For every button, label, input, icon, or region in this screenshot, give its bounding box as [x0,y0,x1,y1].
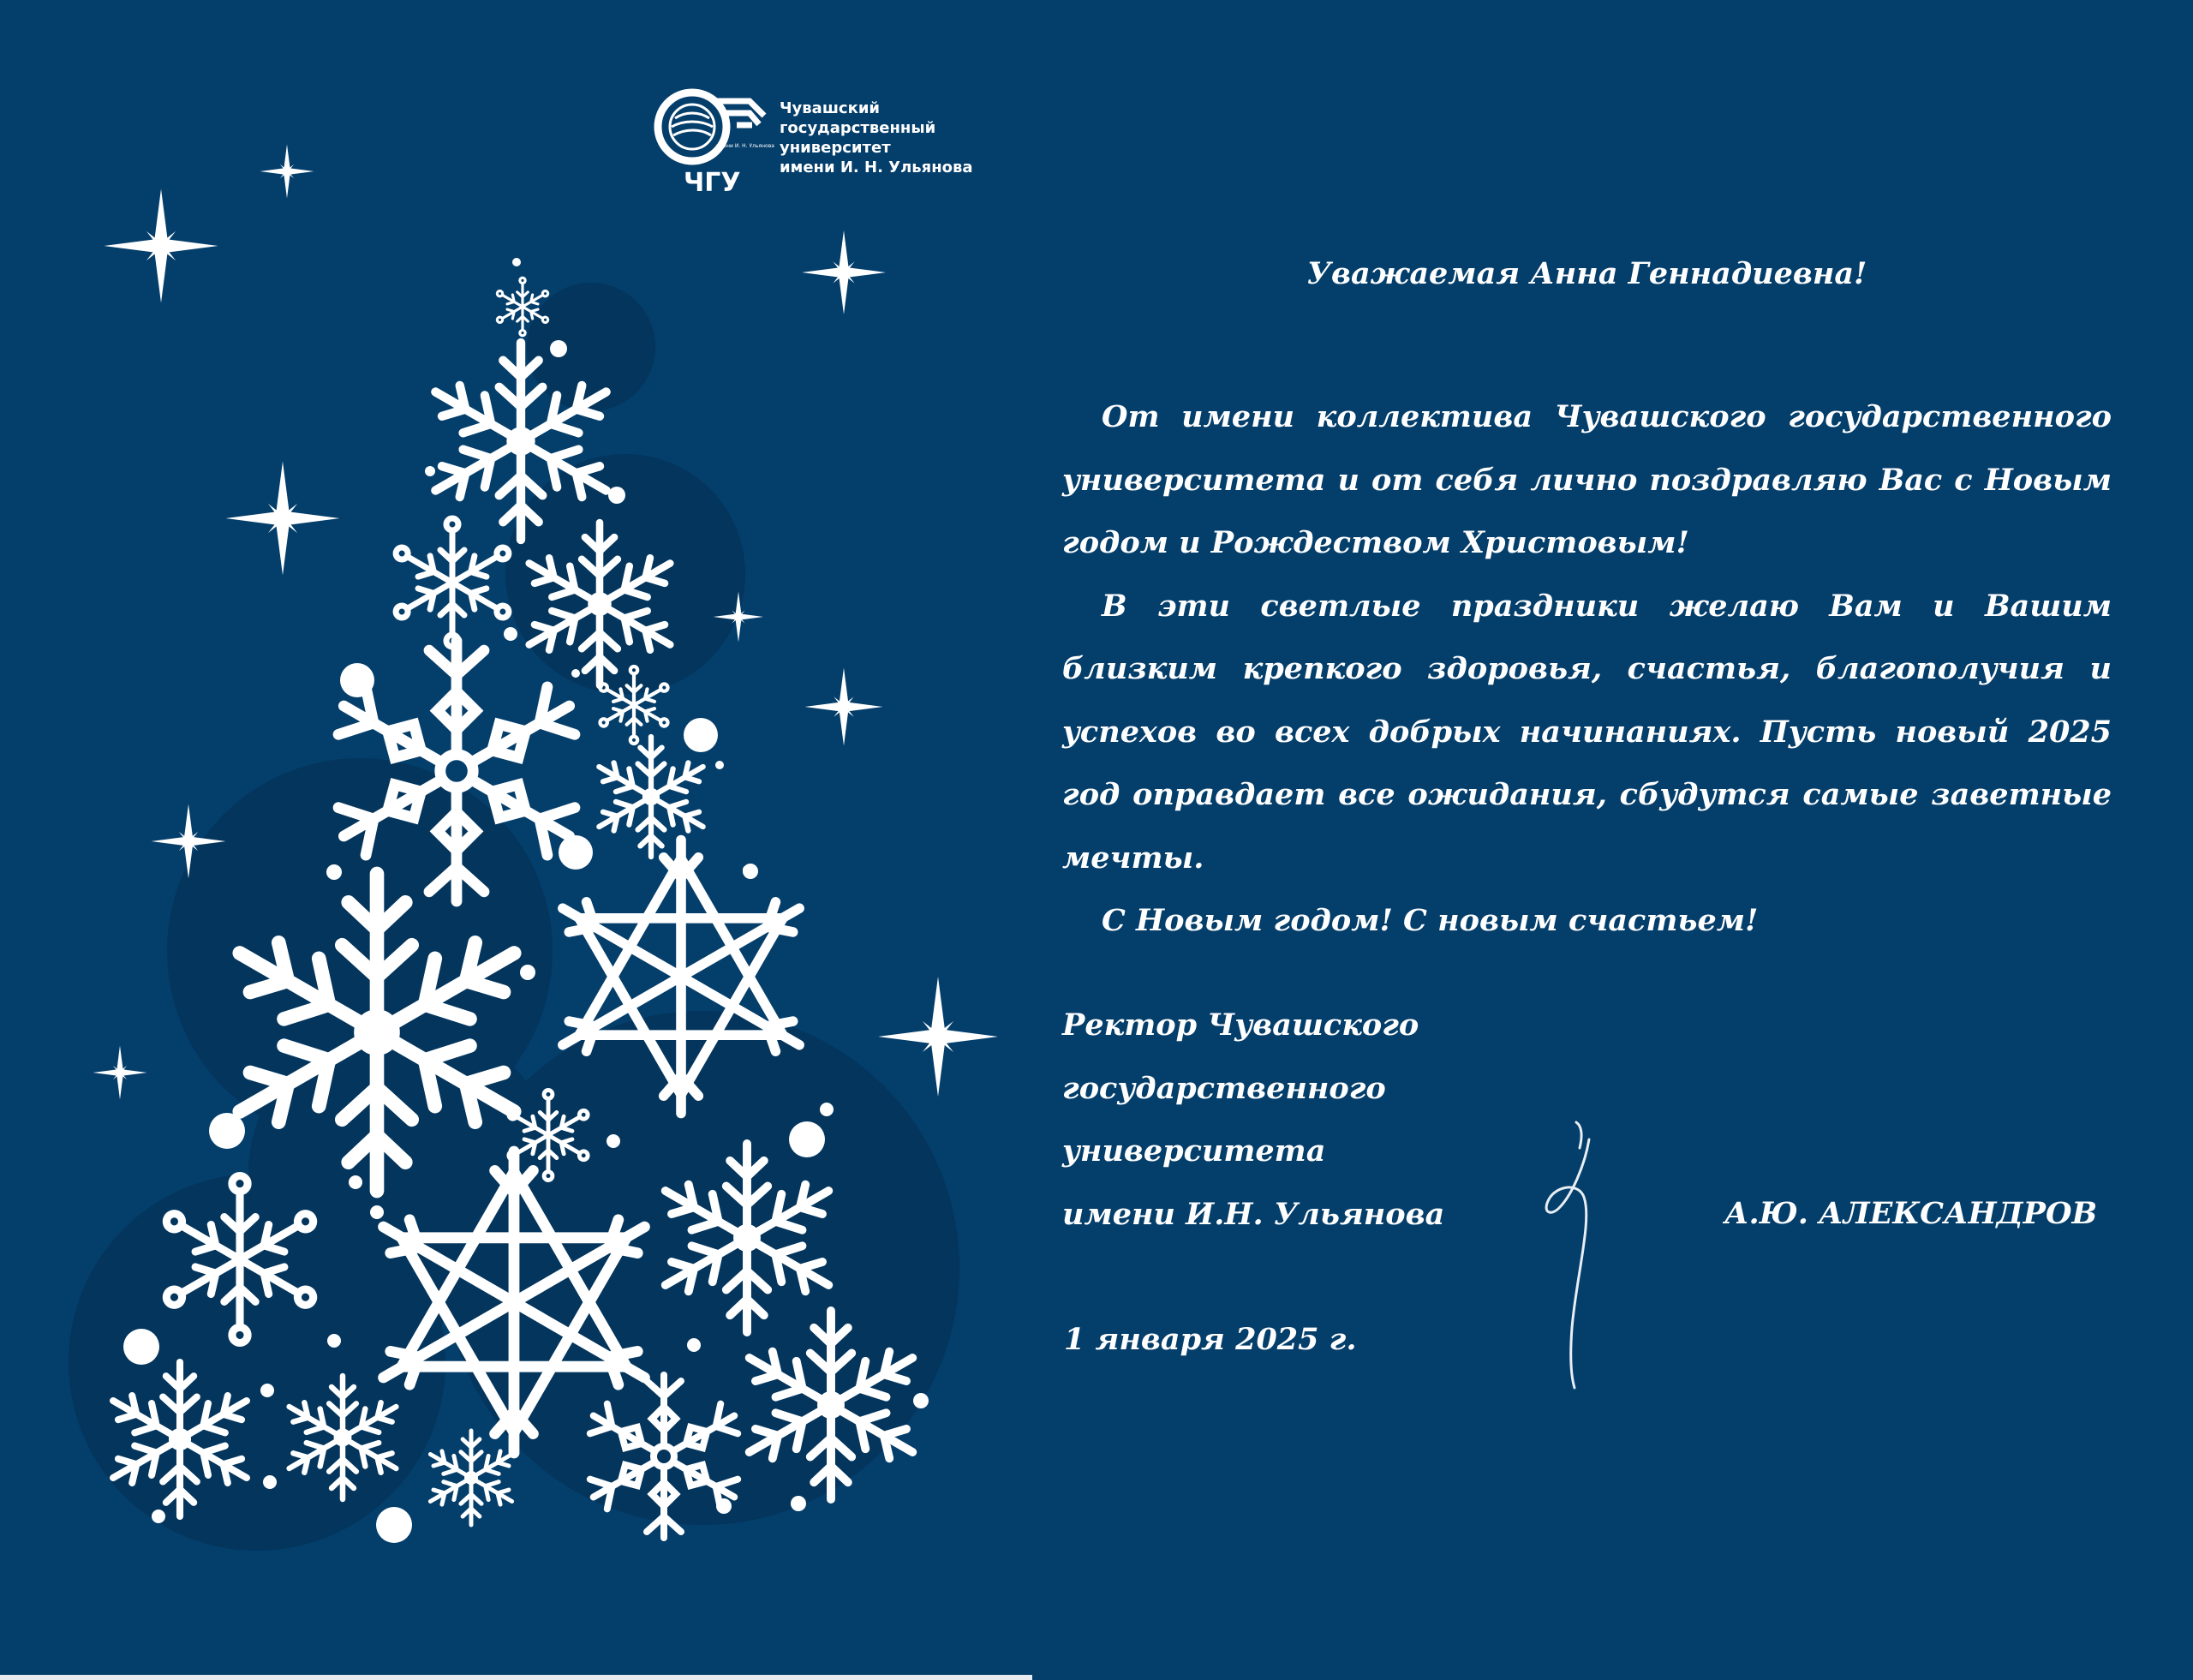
university-name-line: университет [780,139,891,157]
university-name-line: имени И. Н. Ульянова [780,158,973,176]
letter-paragraphs [1062,386,2112,953]
snowflake-christmas-tree-icon [0,0,1028,1680]
paragraph-greeting: От имени коллектива Чувашского государственного университета и от себя лично поздравляю Вас с Новым годом и Рождеством Христовым! [1062,399,2112,560]
letter-body [1062,248,2112,953]
bottom-divider [0,1675,1032,1680]
signatory-title-line: имени И.Н. Ульянова [1062,1196,1445,1232]
paragraph-closing: С Новым годом! С новым счастьем! [1102,903,1759,938]
signatory-title [1062,994,1444,1246]
rector-name: А.Ю. АЛЕКСАНДРОВ [1724,1196,2098,1231]
signatory-title-line: университета [1062,1133,1326,1169]
logo-abbreviation: ЧГУ [684,168,741,197]
paragraph-wishes: В эти светлые праздники желаю Вам и Вашим близким крепкого здоровья, счастья, благополучия и успехов во всех добрых начинаниях. Пусть новый 2025 год оправдает все ожидания, сбудутся самые заветные мечты. [1062,588,2112,876]
handwritten-signature [1525,1114,1628,1396]
university-name-line: Чувашский [780,99,881,117]
salutation: Уважаемая Анна Геннадиевна! [1306,256,1867,291]
signatory-title-line: Ректор Чувашского [1062,1007,1419,1043]
university-name-line: государственный [780,119,936,137]
logo-emblem-text: имени И. Н. Ульянова [716,143,774,149]
university-name [780,99,1002,177]
signatory-title-line: государственного [1062,1070,1386,1106]
letter-date: 1 января 2025 г. [1064,1322,1357,1357]
